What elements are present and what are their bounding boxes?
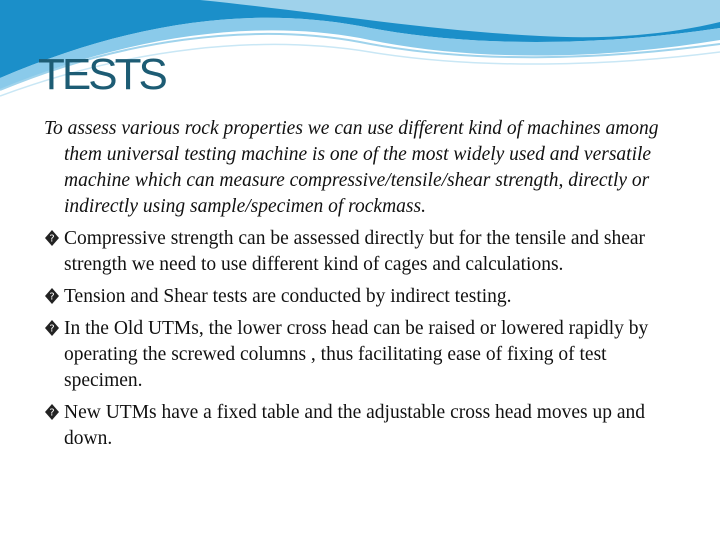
intro-paragraph: To assess various rock properties we can use different kind of machines among them universal testing machine is one of the most widely used and versatile machine which can measure compressive/tensile/shear strength, directly or indirectly using sample/specimen of rockmass. <box>44 118 659 217</box>
svg-text:?: ? <box>49 233 55 245</box>
bullet-text: Compressive strength can be assessed directly but for the tensile and shear strength we need to use different kind of cages and calculations. <box>64 228 646 275</box>
slide-body <box>44 116 684 458</box>
missing-glyph-icon <box>44 287 60 305</box>
bullet-item <box>44 226 684 278</box>
missing-glyph-icon <box>44 403 60 421</box>
bullet-text: In the Old UTMs, the lower cross head can be raised or lowered rapidly by operating the screwed columns , thus facilitating ease of fixing of test specimen. <box>64 318 649 391</box>
slide-title: TESTS <box>38 50 165 99</box>
svg-text:?: ? <box>49 407 55 419</box>
bullet-text: New UTMs have a fixed table and the adjustable cross head moves up and down. <box>64 402 646 449</box>
svg-text:?: ? <box>49 323 55 335</box>
svg-text:?: ? <box>49 291 55 303</box>
bullet-item <box>44 400 684 452</box>
missing-glyph-icon <box>44 319 60 337</box>
bullet-item <box>44 284 684 310</box>
bullet-item <box>44 316 684 394</box>
missing-glyph-icon <box>44 229 60 247</box>
bullet-text: Tension and Shear tests are conducted by indirect testing. <box>64 286 512 307</box>
